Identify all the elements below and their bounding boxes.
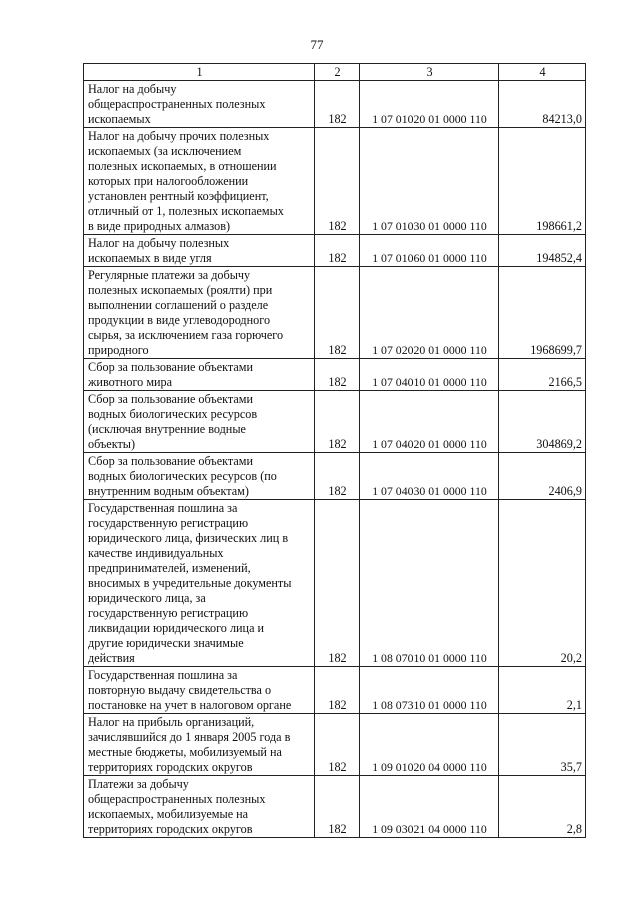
amount-cell: 35,7 — [499, 714, 586, 776]
table-body — [84, 81, 586, 838]
amount-cell: 2,8 — [499, 776, 586, 838]
revenue-name-line: общераспространенных полезных — [88, 792, 266, 806]
revenue-name-line: государственную регистрацию — [88, 606, 249, 620]
revenue-name-cell — [84, 500, 315, 667]
administrator-code-cell: 182 — [315, 235, 360, 267]
header-col-2: 2 — [315, 64, 360, 81]
administrator-code-cell: 182 — [315, 714, 360, 776]
revenue-name-line: в виде природных алмазов) — [88, 219, 231, 233]
revenue-name-line: водных биологических ресурсов (по — [88, 469, 277, 483]
revenue-name-line: вносимых в учредительные документы — [88, 576, 292, 590]
revenue-name-line: ликвидации юридического лица и — [88, 621, 265, 635]
revenue-name-cell — [84, 267, 315, 359]
budget-classification-code-cell: 1 07 01030 01 0000 110 — [360, 128, 499, 235]
budget-classification-code-cell: 1 07 01060 01 0000 110 — [360, 235, 499, 267]
header-row — [84, 64, 586, 81]
budget-classification-code-cell: 1 07 04020 01 0000 110 — [360, 391, 499, 453]
revenue-name-line: территориях городских округов — [88, 822, 253, 836]
revenue-name-cell — [84, 667, 315, 714]
administrator-code-cell: 182 — [315, 391, 360, 453]
table-row — [84, 235, 586, 267]
header-col-1: 1 — [84, 64, 315, 81]
administrator-code-cell: 182 — [315, 267, 360, 359]
revenue-name-cell — [84, 128, 315, 235]
budget-classification-code-cell: 1 07 01020 01 0000 110 — [360, 81, 499, 128]
budget-classification-code-cell: 1 07 04010 01 0000 110 — [360, 359, 499, 391]
table-row — [84, 128, 586, 235]
revenue-name-line: отличный от 1, полезных ископаемых — [88, 204, 284, 218]
table-row — [84, 667, 586, 714]
table-row — [84, 500, 586, 667]
revenue-name-line: ископаемых, мобилизуемые на — [88, 807, 249, 821]
amount-cell: 304869,2 — [499, 391, 586, 453]
administrator-code-cell: 182 — [315, 776, 360, 838]
revenue-name-line: природного — [88, 343, 149, 357]
revenue-name-line: Государственная пошлина за — [88, 501, 238, 515]
page-number: 77 — [310, 37, 324, 52]
revenue-name-line: полезных ископаемых, в отношении — [88, 159, 277, 173]
revenue-name-cell — [84, 776, 315, 838]
administrator-code-cell: 182 — [315, 359, 360, 391]
revenue-name-line: водных биологических ресурсов — [88, 407, 258, 421]
table-row — [84, 391, 586, 453]
revenue-name-line: другие юридически значимые — [88, 636, 244, 650]
revenue-name-line: Сбор за пользование объектами — [88, 454, 254, 468]
revenue-name-line: ископаемых (за исключением — [88, 144, 242, 158]
revenue-name-cell — [84, 453, 315, 500]
revenue-name-line: государственную регистрацию — [88, 516, 249, 530]
revenue-name-cell — [84, 391, 315, 453]
revenue-name-line: юридического лица, физических лиц в — [88, 531, 289, 545]
amount-cell: 2166,5 — [499, 359, 586, 391]
table-row — [84, 267, 586, 359]
revenue-name-line: предпринимателей, изменений, — [88, 561, 251, 575]
revenue-name-line: Платежи за добычу — [88, 777, 189, 791]
revenue-name-line: Налог на добычу — [88, 82, 177, 96]
budget-classification-code-cell: 1 09 01020 04 0000 110 — [360, 714, 499, 776]
budget-classification-code-cell: 1 08 07010 01 0000 110 — [360, 500, 499, 667]
budget-classification-code-cell: 1 07 02020 01 0000 110 — [360, 267, 499, 359]
revenue-name-line: Сбор за пользование объектами — [88, 360, 254, 374]
revenue-name-cell — [84, 235, 315, 267]
administrator-code-cell: 182 — [315, 453, 360, 500]
revenue-name-line: Регулярные платежи за добычу — [88, 268, 251, 282]
revenue-name-line: ископаемых в виде угля — [88, 251, 212, 265]
amount-cell: 2406,9 — [499, 453, 586, 500]
revenue-name-line: полезных ископаемых (роялти) при — [88, 283, 273, 297]
administrator-code-cell: 182 — [315, 128, 360, 235]
table-header — [84, 64, 586, 81]
revenue-name-line: животного мира — [88, 375, 173, 389]
amount-cell: 194852,4 — [499, 235, 586, 267]
revenue-name-cell — [84, 81, 315, 128]
revenue-name-line: установлен рентный коэффициент, — [88, 189, 269, 203]
table-row — [84, 359, 586, 391]
header-col-4: 4 — [499, 64, 586, 81]
revenue-name-line: Сбор за пользование объектами — [88, 392, 254, 406]
revenue-name-line: внутренним водным объектам) — [88, 484, 249, 498]
administrator-code-cell: 182 — [315, 81, 360, 128]
table-row — [84, 453, 586, 500]
revenue-name-line: сырья, за исключением газа горючего — [88, 328, 284, 342]
revenue-name-line: Налог на добычу полезных — [88, 236, 230, 250]
table-row — [84, 776, 586, 838]
revenue-name-line: зачислявшийся до 1 января 2005 года в — [88, 730, 291, 744]
amount-cell: 198661,2 — [499, 128, 586, 235]
revenue-name-line: постановке на учет в налоговом органе — [88, 698, 292, 712]
budget-classification-code-cell: 1 07 04030 01 0000 110 — [360, 453, 499, 500]
revenue-name-line: качестве индивидуальных — [88, 546, 224, 560]
revenue-name-line: Государственная пошлина за — [88, 668, 238, 682]
revenue-name-line: Налог на добычу прочих полезных — [88, 129, 270, 143]
revenue-name-line: общераспространенных полезных — [88, 97, 266, 111]
revenue-name-line: Налог на прибыль организаций, — [88, 715, 255, 729]
amount-cell: 1968699,7 — [499, 267, 586, 359]
revenue-name-line: территориях городских округов — [88, 760, 253, 774]
budget-classification-code-cell: 1 09 03021 04 0000 110 — [360, 776, 499, 838]
revenue-name-line: юридического лица, за — [88, 591, 206, 605]
revenue-name-line: объекты) — [88, 437, 136, 451]
revenue-table — [83, 63, 586, 838]
revenue-name-line: местные бюджеты, мобилизуемый на — [88, 745, 282, 759]
amount-cell: 84213,0 — [499, 81, 586, 128]
amount-cell: 20,2 — [499, 500, 586, 667]
revenue-name-line: (исключая внутренние водные — [88, 422, 246, 436]
amount-cell: 2,1 — [499, 667, 586, 714]
revenue-name-line: которых при налогообложении — [88, 174, 249, 188]
revenue-name-cell — [84, 359, 315, 391]
revenue-name-line: продукции в виде углеводородного — [88, 313, 271, 327]
administrator-code-cell: 182 — [315, 500, 360, 667]
table-row — [84, 714, 586, 776]
revenue-name-cell — [84, 714, 315, 776]
table-row — [84, 81, 586, 128]
administrator-code-cell: 182 — [315, 667, 360, 714]
revenue-name-line: выполнении соглашений о разделе — [88, 298, 269, 312]
header-col-3: 3 — [360, 64, 499, 81]
revenue-name-line: повторную выдачу свидетельства о — [88, 683, 272, 697]
budget-classification-code-cell: 1 08 07310 01 0000 110 — [360, 667, 499, 714]
revenue-name-line: действия — [88, 651, 135, 665]
revenue-name-line: ископаемых — [88, 112, 151, 126]
